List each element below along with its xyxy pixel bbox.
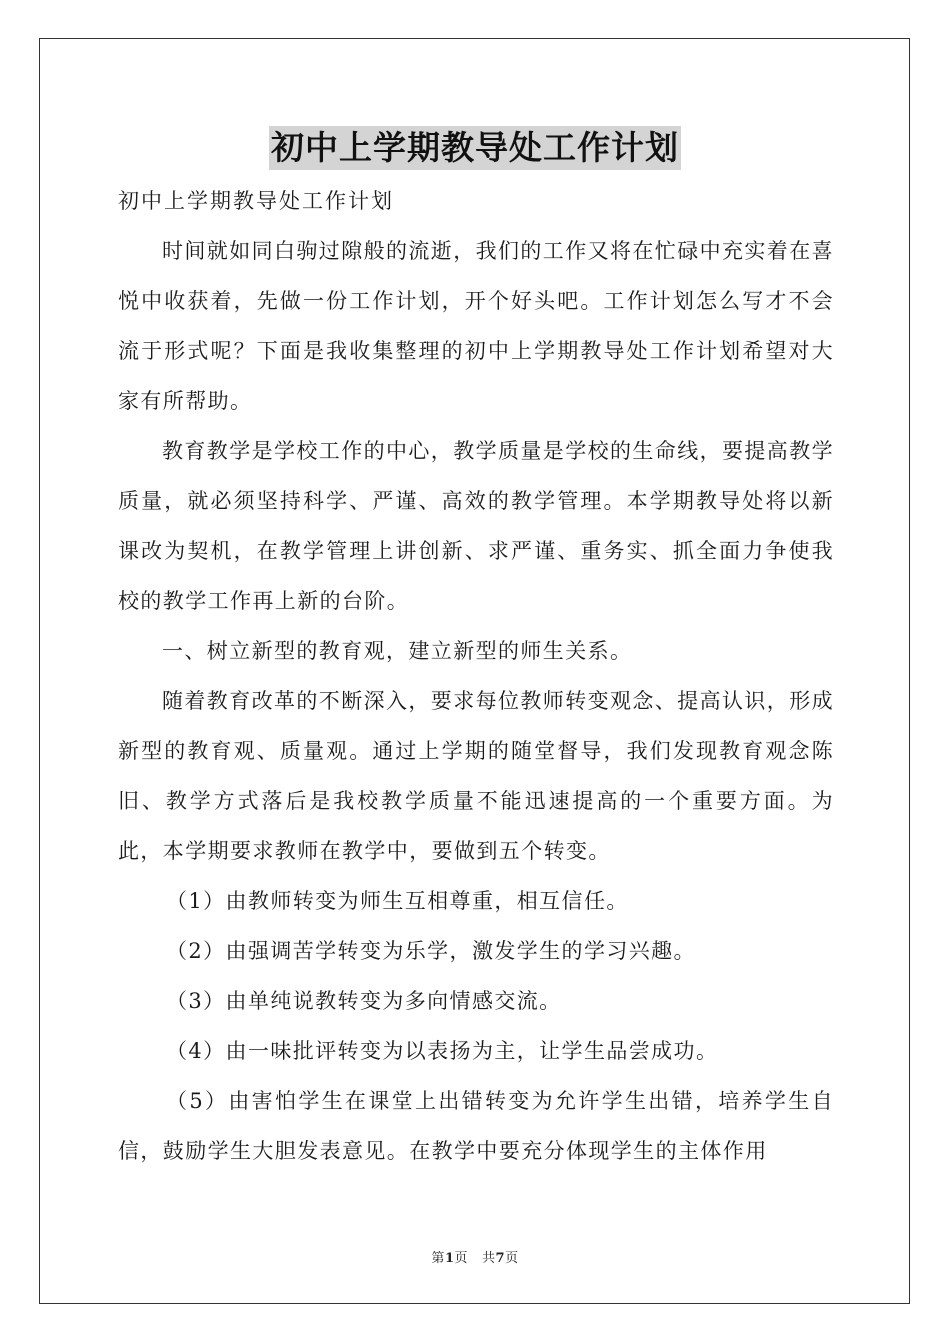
page-total: 7 <box>495 1251 506 1266</box>
page-prefix: 第 <box>431 1251 445 1266</box>
document-subtitle: 初中上学期教导处工作计划 <box>118 189 394 213</box>
page-footer <box>0 1247 950 1266</box>
list-item: （5）由害怕学生在课堂上出错转变为允许学生出错，培养学生自信，鼓励学生大胆发表意见。在教学中要充分体现学生的主体作用 <box>118 1089 834 1163</box>
title-container <box>0 126 950 170</box>
page-current: 1 <box>444 1251 455 1266</box>
section-heading: 一、树立新型的教育观，建立新型的师生关系。 <box>162 639 633 663</box>
paragraph: 时间就如同白驹过隙般的流逝，我们的工作又将在忙碌中充实着在喜悦中收获着，先做一份工作计划，开个好头吧。工作计划怎么写才不会流于形式呢？下面是我收集整理的初中上学期教导处工作计划希望对大家有所帮助。 <box>118 239 834 413</box>
list-item: （4）由一味批评转变为以表扬为主，让学生品尝成功。 <box>166 1039 719 1063</box>
document-title: 初中上学期教导处工作计划 <box>269 126 681 170</box>
total-prefix: 共 <box>482 1251 496 1266</box>
list-item: （3）由单纯说教转变为多向情感交流。 <box>166 989 562 1013</box>
total-suffix: 页 <box>505 1251 519 1266</box>
paragraph: 教育教学是学校工作的中心，教学质量是学校的生命线，要提高教学质量，就必须坚持科学、严谨、高效的教学管理。本学期教导处将以新课改为契机，在教学管理上讲创新、求严谨、重务实、抓全面力争使我校的教学工作再上新的台阶。 <box>118 439 834 613</box>
document-body <box>118 176 834 1176</box>
list-item: （2）由强调苦学转变为乐学，激发学生的学习兴趣。 <box>166 939 696 963</box>
page-suffix: 页 <box>454 1251 468 1266</box>
list-item: （1）由教师转变为师生互相尊重，相互信任。 <box>166 889 629 913</box>
paragraph: 随着教育改革的不断深入，要求每位教师转变观念、提高认识，形成新型的教育观、质量观。通过上学期的随堂督导，我们发现教育观念陈旧、教学方式落后是我校教学质量不能迅速提高的一个重要方面。为此，本学期要求教师在教学中，要做到五个转变。 <box>118 689 834 863</box>
